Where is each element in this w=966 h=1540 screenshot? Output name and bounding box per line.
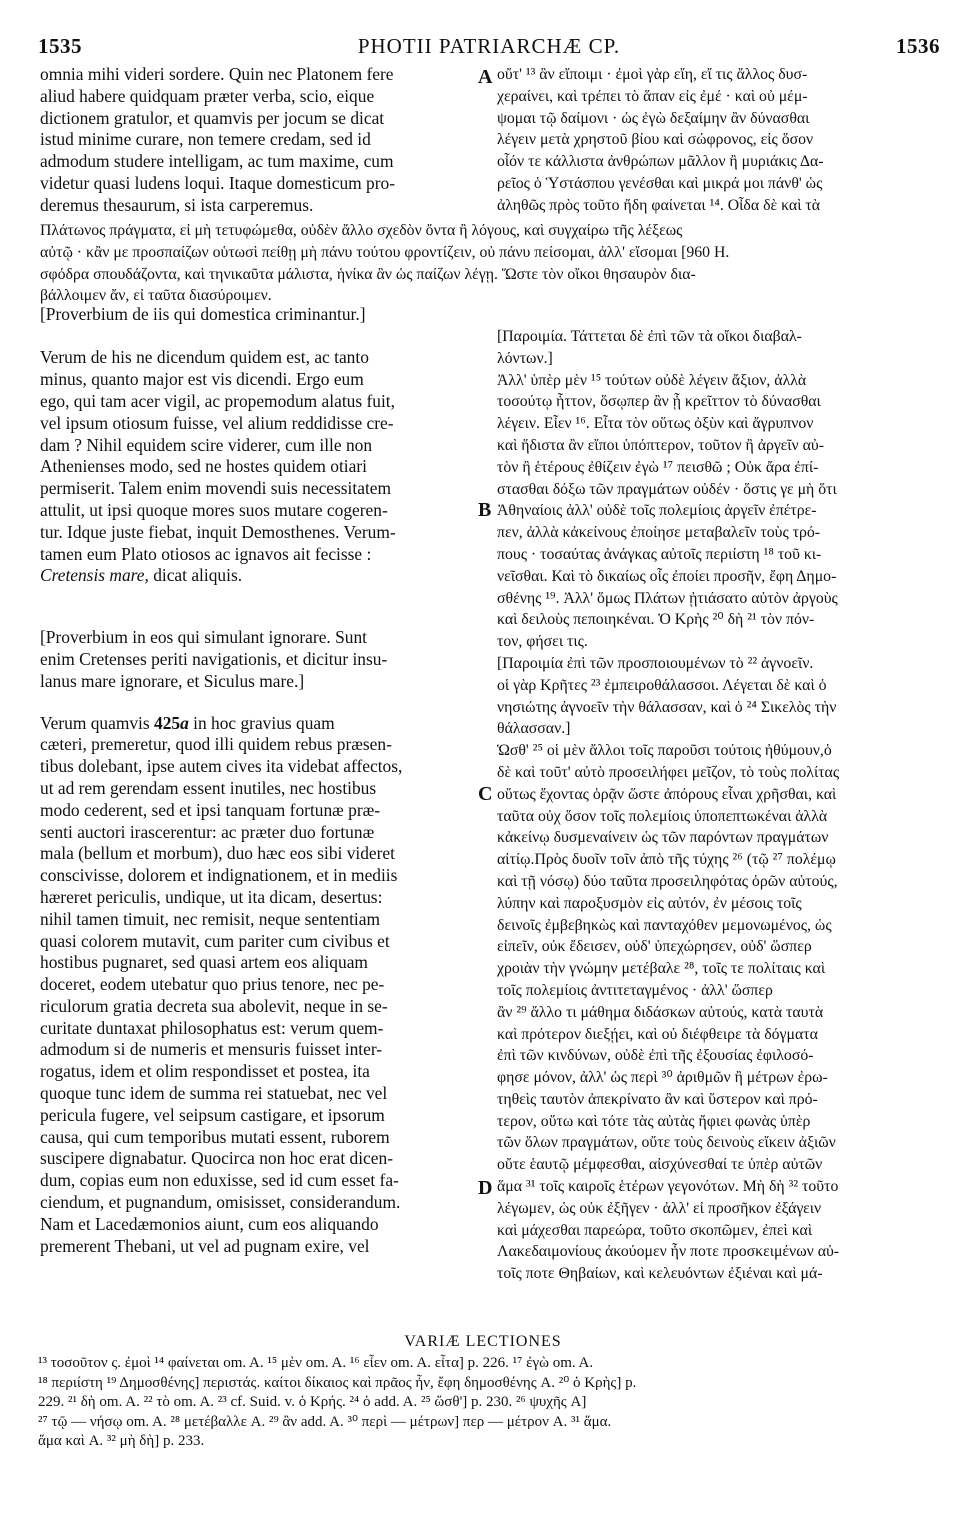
greek-column bbox=[497, 64, 931, 217]
text-line: cæteri, premeretur, quod illi quidem rebus præsen- bbox=[40, 734, 392, 755]
text-line: modo cederent, sed et ipsi tanquam fortunæ præ- bbox=[40, 799, 381, 820]
running-title: PHOTII PATRIARCHÆ CP. bbox=[357, 34, 621, 58]
italic-phrase: Cretensis mare, bbox=[40, 565, 149, 586]
text-line: admodum studere intelligam, ac tum maxime, cum bbox=[40, 151, 394, 172]
column-reference bbox=[154, 713, 189, 733]
text-line: nihil tamen timuit, nec remisit, neque sententiam bbox=[40, 908, 381, 929]
text-line: σφόδρα σπουδάζοντα, καὶ τηνικαῦτα μάλιστα, ἡνίκα ἂν ὡς παίζων λέγῃ. Ὥστε τὸν οἴκοι θησαυρὸν δια- bbox=[40, 265, 696, 283]
text-line: riculorum gratia decreta sua abolevit, neque in se- bbox=[40, 995, 388, 1016]
text-line: ρεῖος ὁ Ὑστάσπου γενέσθαι καὶ μικρά μοι πάνθ' ὡς bbox=[497, 174, 823, 192]
text-line: βάλλοιμεν ἄν, εἰ ταῦτα διασύροιμεν. bbox=[40, 287, 272, 305]
section-marker-c: C bbox=[478, 783, 493, 805]
text-line: dictionem gratulor, et quamvis per jocum se dicat bbox=[40, 107, 385, 128]
proverb-note bbox=[497, 326, 931, 370]
section-marker-d: D bbox=[478, 1177, 493, 1199]
text-line: τον, φήσει τις. bbox=[497, 633, 588, 651]
text-line: φησε μόνον, ἀλλ' ὡς περὶ ³⁰ ἀριθμῶν ἢ μέτρων ἐρω- bbox=[497, 1069, 828, 1087]
text-line: τῶν ὅλων πραγμάτων, οὔτε τοὺς δεινοὺς εἴκειν ἀξιῶν bbox=[497, 1134, 836, 1152]
text-line: θάλασσαν.] bbox=[497, 720, 571, 738]
text-line: Nam et Lacedæmonios aiunt, cum eos aliquando bbox=[40, 1213, 379, 1234]
text-line: οἷόν τε κάλλιστα ἀνθρώπων μᾶλλον ἢ μυριάκις Δα- bbox=[497, 153, 824, 171]
text-line: ἐπὶ τῶν κινδύνων, οὐδὲ ἐπὶ τῆς ἐξουσίας ἐφιλοσό- bbox=[497, 1047, 814, 1065]
text-line: mala (bellum et morbum), duo hæc eos sibi videret bbox=[40, 843, 395, 864]
text-line bbox=[40, 713, 476, 735]
text-line: attulit, ut ipsi quoque mores suos mutare cogeren- bbox=[40, 499, 388, 520]
text-line: Ὡσθ' ²⁵ οἱ μὲν ἄλλοι τοῖς παροῦσι τούτοις ἠθύμουν,ὁ bbox=[497, 742, 832, 760]
note-line: 229. ²¹ δὴ om. A. ²² τὸ om. A. ²³ cf. Suid. v. ὁ Κρής. ²⁴ ὁ add. A. ²⁵ ὥσθ'] p. 230. ²⁶ ψυχῆς A] bbox=[38, 1394, 587, 1410]
text-line: hostibus pugnaret, sed quasi artem eos aliquam bbox=[40, 952, 368, 973]
text-line: χεραίνει, καὶ τρέπει τὸ ἅπαν εἰς ἐμέ · καὶ οὐ μέμ- bbox=[497, 87, 808, 105]
text-line: χροιὰν τὴν γνώμην μετέβαλε ²⁸, τοῖς τε πολίταις καὶ bbox=[497, 960, 826, 978]
text-line: [Παροιμία. Τάττεται δὲ ἐπὶ τῶν τὰ οἴκοι διαβαλ- bbox=[497, 328, 802, 345]
text-line: οὕτως ἔχοντας ὁρᾷν ὥστε ἀπόρους εἶναι χρῆσθαι, καὶ bbox=[497, 785, 837, 803]
left-page-number: 1535 bbox=[38, 34, 82, 58]
text-line: ciendum, et pugnandum, omisisset, considerandum. bbox=[40, 1192, 401, 1213]
text-line: Πλάτωνος πράγματα, εἰ μὴ τετυφώμεθα, οὐδὲν ἄλλο σχεδὸν ὄντα ἢ λόγους, καὶ συγχαίρω τῆς λέξεως bbox=[40, 222, 683, 239]
note-line: ²⁷ τῷ — νήσῳ om. A. ²⁸ μετέβαλλε A. ²⁹ ἂν add. A. ³⁰ περὶ — μέτρων] περ — μέτρον A. ³¹ ἅμα. bbox=[38, 1413, 612, 1430]
section-marker-b: B bbox=[478, 499, 492, 521]
text-line: videtur quasi ludens loqui. Itaque domesticum pro- bbox=[40, 172, 395, 193]
text-line: καὶ τῇ νόσῳ) δύο ταῦτα προσειληφότας ὁρῶν αὐτούς, bbox=[497, 872, 838, 890]
text-line: οὔτ' ¹³ ἂν εἴποιμι · ἐμοὶ γὰρ εἴη, εἴ τις ἄλλος δυσ- bbox=[497, 66, 808, 83]
column-letter: a bbox=[180, 712, 189, 733]
column-number: 425 bbox=[154, 712, 181, 733]
text-line: hæreret periculis, undique, ut ita dicam, desertus: bbox=[40, 886, 383, 907]
text-line: quoque tunc idem de summa rei statuebat, nec vel bbox=[40, 1083, 388, 1104]
text-line: pericula fugere, vel seipsum castigare, et ipsorum bbox=[40, 1104, 385, 1125]
greek-full-width-block bbox=[40, 220, 940, 307]
text-line: ἂν ²⁹ ἄλλο τι μάθημα διδάσκων αὐτούς, κατὰ ταυτὰ bbox=[497, 1003, 824, 1021]
text-fragment: dicat aliquis. bbox=[148, 565, 243, 586]
text-line: λέγειν μετὰ χρηστοῦ βίου καὶ σώφρονος, εἰς ὅσον bbox=[497, 131, 814, 149]
text-line: conscivisse, dolorem et indignationem, et in mediis bbox=[40, 865, 398, 886]
text-line: quasi colorem mutavit, cum pariter cum civibus et bbox=[40, 930, 390, 951]
latin-paragraph bbox=[40, 347, 476, 587]
text-line: Λακεδαιμονίους ἀκούομεν ἦν ποτε προσκειμένων αὐ- bbox=[497, 1243, 840, 1261]
text-line: ἀληθῶς πρὸς τοῦτο ἤδη φαίνεται ¹⁴. Οἶδα δὲ καὶ τὰ bbox=[497, 196, 821, 214]
latin-paragraph bbox=[40, 713, 476, 1258]
text-line: ταῦτα οὐχ ὅσον τοῖς πολεμίοις ὑποπεπτωκέναι ἀλλὰ bbox=[497, 807, 828, 825]
text-line: καὶ πρότερον διεξῄει, καὶ οὐ διέφθειρε τὰ δόγματα bbox=[497, 1025, 818, 1043]
text-line: οὔτε ἑαυτῷ μέμφεσθαι, αἰσχύνεσθαί τε ὑπὲρ αὐτῶν bbox=[497, 1156, 823, 1174]
text-line: ego, qui tam acer vigil, ac propemodum alatus fuit, bbox=[40, 390, 395, 411]
text-line: τερον, οὕτω καὶ τότε τὰς αὐτὰς ἤφιει φωνὰς ὑπὲρ bbox=[497, 1112, 811, 1130]
section-marker-a: A bbox=[478, 66, 493, 88]
text-line: αἰτίῳ.Πρὸς δυοῖν τοῖν ἀπὸ τῆς τύχης ²⁶ (τῷ ²⁷ πολέμῳ bbox=[497, 851, 836, 869]
text-line: πους · τοσαύτας ἀνάγκας αὐτοῖς περιίστη ¹⁸ τοῦ κι- bbox=[497, 545, 822, 563]
text-line: tur. Idque juste fiebat, inquit Demosthenes. Verum- bbox=[40, 521, 396, 542]
text-line: κἀκείνῳ δυσμεναίνειν ὡς τῶν παρόντων πραγμάτων bbox=[497, 829, 829, 847]
text-line: νεῖσθαι. Καὶ τὸ δικαίως οἷς ἐποίει προσῆν, ἔφη Δημο- bbox=[497, 567, 837, 585]
variae-lectiones-notes bbox=[38, 1354, 938, 1452]
text-line: deremus thesaurum, si ista carperemus. bbox=[40, 194, 314, 215]
text-line: τοῖς ποτε Θηβαίων, καὶ κελευόντων ἐξιέναι καὶ μά- bbox=[497, 1265, 823, 1283]
text-line: ψομαι τῷ δαίμονι · ὡς ἐγὼ δεξαίμην ἂν δύνασθαι bbox=[497, 109, 810, 127]
text-line: vel ipsum otiosum fuisse, vel alium reddidisse cre- bbox=[40, 412, 394, 433]
text-line: ut ad rem gerendam essent inutiles, nec hostibus bbox=[40, 777, 377, 798]
text-line: Ἀλλ' ὑπὲρ μὲν ¹⁵ τούτων οὐδὲ λέγειν ἄξιον, ἀλλὰ bbox=[497, 371, 807, 389]
text-line: [Proverbium in eos qui simulant ignorare. Sunt bbox=[40, 627, 367, 648]
text-line: tibus dolebant, ipse autem cives ita videbat affectos, bbox=[40, 756, 403, 777]
text-line: omnia mihi videri sordere. Quin nec Platonem fere bbox=[40, 64, 394, 84]
text-line: τοῖς πολεμίοις ἀντιτεταγμένος · ἀλλ' ὥσπερ bbox=[497, 981, 773, 999]
text-line: σθένης ¹⁹. Ἀλλ' ὅμως Πλάτων ᾐτιάσατο αὐτὸν ἀργοὺς bbox=[497, 589, 838, 607]
text-line: εἰπεῖν, οὐκ ἔδεισεν, οὐδ' ὑπεχώρησεν, οὐδ' ὥσπερ bbox=[497, 938, 812, 956]
latin-paragraph bbox=[40, 64, 476, 217]
text-line bbox=[40, 565, 476, 587]
text-line: Athenienses modo, sed ne hostes quidem otiari bbox=[40, 456, 367, 477]
text-line: doceret, eodem utebatur quo prius tenore, nec pe- bbox=[40, 974, 385, 995]
text-line: καὶ δειλοὺς πεποιηκέναι. Ὁ Κρὴς ²⁰ δὴ ²¹ τὸν πόν- bbox=[497, 611, 815, 629]
text-line: καὶ μάχεσθαι παρεώρα, τοῦτο σκοπῶμεν, ἐπεὶ καὶ bbox=[497, 1221, 813, 1239]
greek-paragraph bbox=[497, 740, 931, 1285]
text-line: δεινοῖς ἐμβεβηκὼς καὶ πανταχόθεν μεμονωμένος, ὡς bbox=[497, 916, 832, 934]
text-line: dam ? Nihil equidem scire viderer, cum ille non bbox=[40, 434, 373, 455]
text-line: curitate duntaxat philosophatus est: verum quem- bbox=[40, 1017, 384, 1038]
text-line: λέγωμεν, ὡς οὐκ ἐξῆγεν · ἀλλ' εἰ προσῆκον ἐξάγειν bbox=[497, 1199, 822, 1217]
text-line: aliud habere quidquam præter verba, scio, eique bbox=[40, 85, 375, 106]
text-line: premerent Thebani, ut vel ad pugnam exire, vel bbox=[40, 1235, 370, 1256]
note-line: ἅμα καὶ A. ³² μὴ δὴ] p. 233. bbox=[38, 1433, 205, 1449]
text-line: τηθεὶς ταυτὸν ἀπεκρίνατο ἂν καὶ ὕστερον καὶ πρό- bbox=[497, 1090, 818, 1108]
text-line: καὶ ἥδιστα ἂν εἴποι ὑπόπτερον, τοῦτον ἢ ἀργεῖν αὐ- bbox=[497, 436, 824, 454]
text-line: οἱ γὰρ Κρῆτες ²³ ἐμπειροθάλασσοι. Λέγεται δὲ καὶ ὁ bbox=[497, 676, 827, 694]
text-line: permiserit. Talem enim movendi suis necessitatem bbox=[40, 478, 392, 499]
text-line: λόντων.] bbox=[497, 349, 553, 367]
text-line: senti auctori irascerentur: ac præter duo fortunæ bbox=[40, 821, 375, 842]
greek-paragraph bbox=[497, 64, 931, 217]
text-line: [Παροιμία ἐπὶ τῶν προσποιουμένων τὸ ²² ἀγνοεῖν. bbox=[497, 654, 814, 672]
text-line: ἅμα ³¹ τοῖς καιροῖς ἑτέρων γεγονότων. Μὴ δὴ ³² τοῦτο bbox=[497, 1178, 839, 1196]
text-line: rogatus, idem et olim respondisset et postea, ita bbox=[40, 1061, 370, 1082]
text-line: minus, quanto major est vis dicendi. Ergo eum bbox=[40, 369, 364, 390]
text-line: admodum si de numeris et mensuris fuisset inter- bbox=[40, 1039, 383, 1060]
note-line: ¹³ τοσοῦτον ς. ἐμοὶ ¹⁴ φαίνεται om. A. ¹⁵ μὲν om. A. ¹⁶ εἶεν om. A. εἶτα] p. 226. ¹⁷ ἐγὼ om. A. bbox=[38, 1355, 594, 1371]
greek-paragraph bbox=[497, 370, 931, 653]
note-line: ¹⁸ περιίστη ¹⁹ Δημοσθένης] περιστάς. καίτοι δίκαιος καὶ πρᾶος ἦν, ἔφη δημοσθένης A. ²⁰ ὁ Κρὴς] p. bbox=[38, 1374, 637, 1391]
text-line: dum, copias eum non eduxisse, sed id cum esset fa- bbox=[40, 1170, 399, 1191]
text-line: enim Cretenses periti navigationis, et dicitur insu- bbox=[40, 648, 388, 669]
page-header bbox=[38, 34, 940, 62]
text-line: τοσούτῳ ἧττον, ὅσῳπερ ἂν ᾖ κρεῖττον τὸ δύνασθαι bbox=[497, 393, 821, 411]
greek-column-continued bbox=[497, 326, 931, 1285]
text-line: tamen eum Plato otiosos ac ignavos ait fecisse : bbox=[40, 543, 372, 564]
text-line: στασθαι δόξω τῶν πραγμάτων οὐδέν · ὅστις γε μὴ ὅτι bbox=[497, 480, 837, 498]
text-line: causa, qui cum temporibus mutati essent, ruborem bbox=[40, 1126, 390, 1147]
text-fragment: Verum quamvis bbox=[40, 712, 154, 733]
text-line: νησιώτης ἀγνοεῖν τὴν θάλασσαν, καὶ ὁ ²⁴ Σικελὸς τὴν bbox=[497, 698, 837, 716]
text-line: Ἀθηναίοις ἀλλ' οὐδὲ τοῖς πολεμίοις ἀργεῖν ἐπέτρε- bbox=[497, 502, 817, 520]
proverb-note bbox=[497, 653, 931, 740]
text-line: λέγειν. Εἶεν ¹⁶. Εἶτα τὸν οὕτως ὀξὺν καὶ ἄγρυπνον bbox=[497, 415, 814, 433]
text-fragment: in hoc gravius quam bbox=[188, 712, 335, 733]
proverb-note bbox=[40, 627, 476, 692]
text-line: Verum de his ne dicendum quidem est, ac tanto bbox=[40, 347, 369, 368]
text-line: τὸν ἢ ἑτέρους ἐθίζειν ἐγὼ ¹⁷ πεισθῶ ; Οὐκ ἄρα ἐπί- bbox=[497, 458, 819, 476]
text-line: istud minime curare, non temere credam, sed id bbox=[40, 129, 371, 150]
proverb-note: [Proverbium de iis qui domestica criminantur.] bbox=[40, 303, 366, 324]
text-line: δὲ καὶ τοῦτ' αὐτὸ προσειλήφει μεῖζον, τὸ τοὺς πολίτας bbox=[497, 763, 840, 781]
text-line: lanus mare ignorare, et Siculus mare.] bbox=[40, 670, 305, 691]
text-line: πεν, ἀλλὰ κἀκείνους ἐποίησε μεταβαλεῖν τοὺς τρό- bbox=[497, 524, 821, 542]
text-line: suscipere dignabatur. Quocirca non hoc erat dicen- bbox=[40, 1148, 393, 1169]
text-line: λύπην καὶ παροξυσμὸν εἰς αὐτόν, ἐν μέσοις τοῖς bbox=[497, 894, 802, 912]
right-page-number: 1536 bbox=[896, 34, 940, 58]
variae-lectiones-title: VARIÆ LECTIONES bbox=[404, 1333, 562, 1350]
text-line: αὐτῷ · κἂν με προσπαίζων οὑτωσὶ πείθῃ μὴ πάνυ τούτου φροντίζειν, οὐ πάνυ πείσομαι, ἀλλ' εἴσομαι [960 H. bbox=[40, 243, 730, 261]
